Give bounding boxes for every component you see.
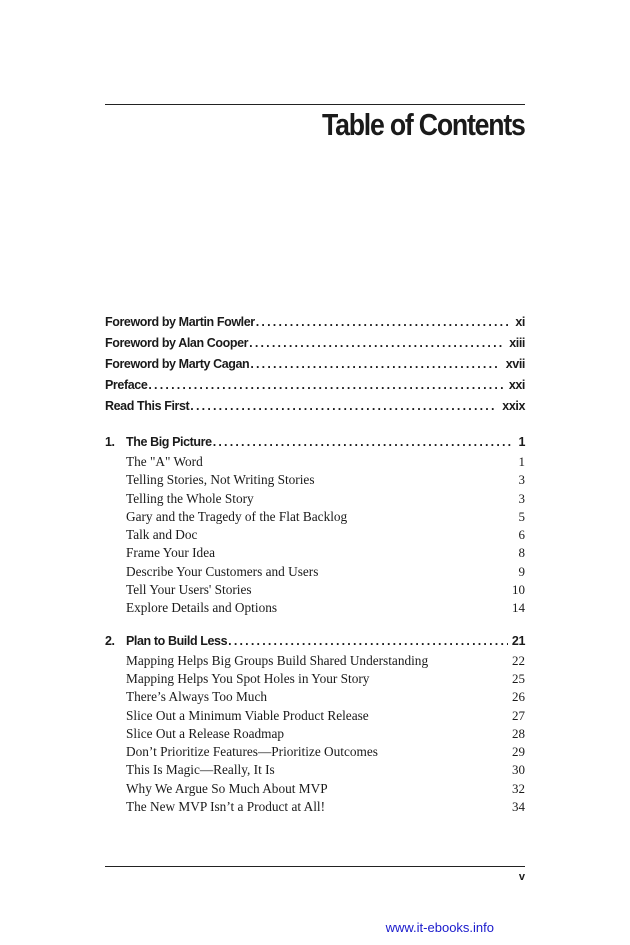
section-label: Talk and Doc — [126, 527, 198, 543]
dot-leader — [250, 354, 499, 375]
spacer — [105, 417, 525, 431]
section-label: There’s Always Too Much — [126, 689, 268, 705]
section-label: The "A" Word — [126, 454, 203, 469]
section-page: 28 — [512, 725, 525, 741]
toc-section[interactable] — [105, 508, 525, 526]
toc-entry-label: Foreword by Alan Cooper — [105, 336, 249, 350]
toc-entry-read-this-first[interactable] — [105, 396, 525, 417]
section-label: Slice Out a Minimum Viable Product Release — [126, 707, 369, 723]
toc-entry-page: xiii — [509, 336, 525, 350]
section-page: 5 — [518, 508, 525, 524]
toc-entry-preface[interactable] — [105, 375, 525, 396]
bottom-rule — [105, 866, 525, 867]
section-label: The New MVP Isn’t a Product at All! — [126, 799, 326, 815]
toc-section[interactable] — [105, 652, 525, 670]
toc-entry-label: Preface — [105, 378, 148, 392]
section-page: 25 — [512, 670, 525, 686]
toc-chapter-2[interactable] — [105, 630, 525, 652]
section-label: Telling the Whole Story — [126, 490, 254, 506]
section-page: 27 — [512, 707, 525, 723]
dot-leader — [228, 630, 508, 652]
toc-section[interactable] — [105, 761, 525, 779]
toc-entry-page: xvii — [505, 357, 525, 371]
dot-leader — [256, 312, 510, 333]
toc-entry-label: Read This First — [105, 399, 190, 413]
toc-section[interactable] — [105, 526, 525, 544]
toc-section[interactable] — [105, 599, 525, 617]
section-label: Tell Your Users' Stories — [126, 582, 252, 598]
toc-entry-page: xxi — [508, 378, 525, 392]
section-page: 22 — [512, 652, 525, 668]
section-label: Telling Stories, Not Writing Stories — [126, 472, 315, 488]
section-label: Gary and the Tragedy of the Flat Backlog — [126, 508, 348, 524]
section-page: 3 — [518, 472, 525, 488]
toc-section[interactable] — [105, 453, 525, 471]
toc-entry-foreword-cooper[interactable] — [105, 333, 525, 354]
section-label: Frame Your Idea — [126, 545, 216, 561]
toc-entry-label: Foreword by Marty Cagan — [105, 357, 250, 371]
page-number: v — [518, 871, 525, 883]
toc-chapter-1[interactable] — [105, 431, 525, 453]
watermark-link[interactable]: www.it-ebooks.info — [385, 920, 494, 935]
section-label: Slice Out a Release Roadmap — [126, 725, 285, 741]
section-page: 14 — [512, 600, 525, 616]
section-label: Why We Argue So Much About MVP — [126, 780, 328, 796]
page-title: Table of Contents — [322, 107, 525, 142]
toc-section[interactable] — [105, 688, 525, 706]
dot-leader — [190, 396, 496, 417]
section-page: 10 — [512, 582, 525, 598]
toc-entry-label: Foreword by Martin Fowler — [105, 315, 255, 329]
chapter-number: 2. — [105, 633, 115, 648]
section-page: 9 — [518, 563, 525, 579]
toc-section[interactable] — [105, 544, 525, 562]
toc-entry-foreword-cagan[interactable] — [105, 354, 525, 375]
section-page: 32 — [512, 780, 525, 796]
dot-leader — [249, 333, 503, 354]
top-rule — [105, 104, 525, 105]
toc-entry-page: xi — [515, 315, 525, 329]
section-page: 8 — [518, 545, 525, 561]
toc-section[interactable] — [105, 670, 525, 688]
toc-section[interactable] — [105, 798, 525, 816]
dot-leader — [148, 375, 502, 396]
section-label: Mapping Helps You Spot Holes in Your Story — [126, 670, 370, 686]
toc-section[interactable] — [105, 743, 525, 761]
dot-leader — [213, 431, 515, 453]
section-label: Describe Your Customers and Users — [126, 563, 319, 579]
spacer — [105, 618, 525, 630]
table-of-contents — [105, 312, 525, 816]
chapter-page: 1 — [518, 435, 525, 449]
section-label: Explore Details and Options — [126, 600, 278, 616]
chapter-page: 21 — [511, 633, 525, 648]
toc-entry-page: xxix — [502, 399, 525, 413]
section-page: 34 — [512, 799, 525, 815]
section-page: 3 — [518, 490, 525, 506]
section-page: 26 — [512, 689, 525, 705]
toc-section[interactable] — [105, 563, 525, 581]
toc-entry-foreword-fowler[interactable] — [105, 312, 525, 333]
chapter-label: The Big Picture — [126, 435, 212, 449]
section-label: Mapping Helps Big Groups Build Shared Understanding — [126, 652, 429, 668]
section-label: This Is Magic—Really, It Is — [126, 762, 275, 778]
toc-section[interactable] — [105, 780, 525, 798]
section-page: 29 — [512, 744, 525, 760]
chapter-label: Plan to Build Less — [126, 633, 228, 648]
section-page: 6 — [518, 527, 525, 543]
toc-section[interactable] — [105, 471, 525, 489]
chapter-number: 1. — [105, 435, 115, 449]
section-page: 1 — [518, 454, 525, 469]
toc-section[interactable] — [105, 581, 525, 599]
toc-section[interactable] — [105, 490, 525, 508]
section-label: Don’t Prioritize Features—Prioritize Outcomes — [126, 744, 378, 760]
toc-section[interactable] — [105, 725, 525, 743]
section-page: 30 — [512, 762, 525, 778]
toc-section[interactable] — [105, 707, 525, 725]
